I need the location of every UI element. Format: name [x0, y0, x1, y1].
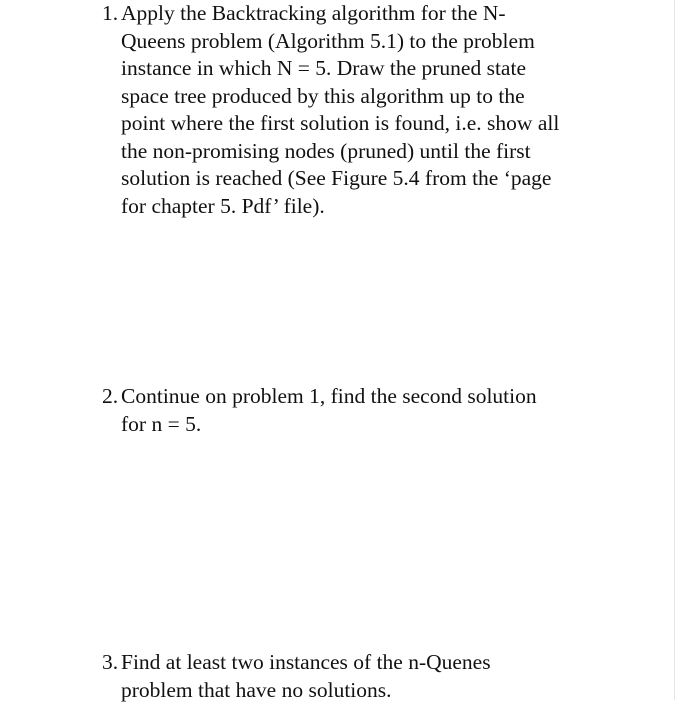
- question-1-line-1: Apply the Backtracking algorithm for the N-: [102, 0, 602, 28]
- question-3: [102, 649, 602, 704]
- question-2-line-1: Continue on problem 1, find the second solution: [102, 383, 602, 411]
- question-3-line-1: Find at least two instances of the n-Quenes: [102, 649, 602, 677]
- question-3-number: 3.: [102, 649, 118, 677]
- question-1-line-5: point where the first solution is found, i.e. show all: [102, 110, 602, 138]
- question-2: [102, 383, 602, 438]
- question-1-line-3: instance in which N = 5. Draw the pruned state: [102, 55, 602, 83]
- question-2-number: 2.: [102, 383, 118, 411]
- question-1: [102, 0, 602, 220]
- question-1-number: 1.: [102, 0, 118, 28]
- question-2-line-2: for n = 5.: [102, 411, 602, 439]
- page-edge-divider: [674, 0, 675, 700]
- question-3-line-2: problem that have no solutions.: [102, 677, 602, 704]
- question-1-line-2: Queens problem (Algorithm 5.1) to the problem: [102, 28, 602, 56]
- question-1-line-8: for chapter 5. Pdf’ file).: [102, 193, 602, 221]
- question-1-line-6: the non-promising nodes (pruned) until the first: [102, 138, 602, 166]
- question-1-line-4: space tree produced by this algorithm up to the: [102, 83, 602, 111]
- question-1-line-7: solution is reached (See Figure 5.4 from the ‘page: [102, 165, 602, 193]
